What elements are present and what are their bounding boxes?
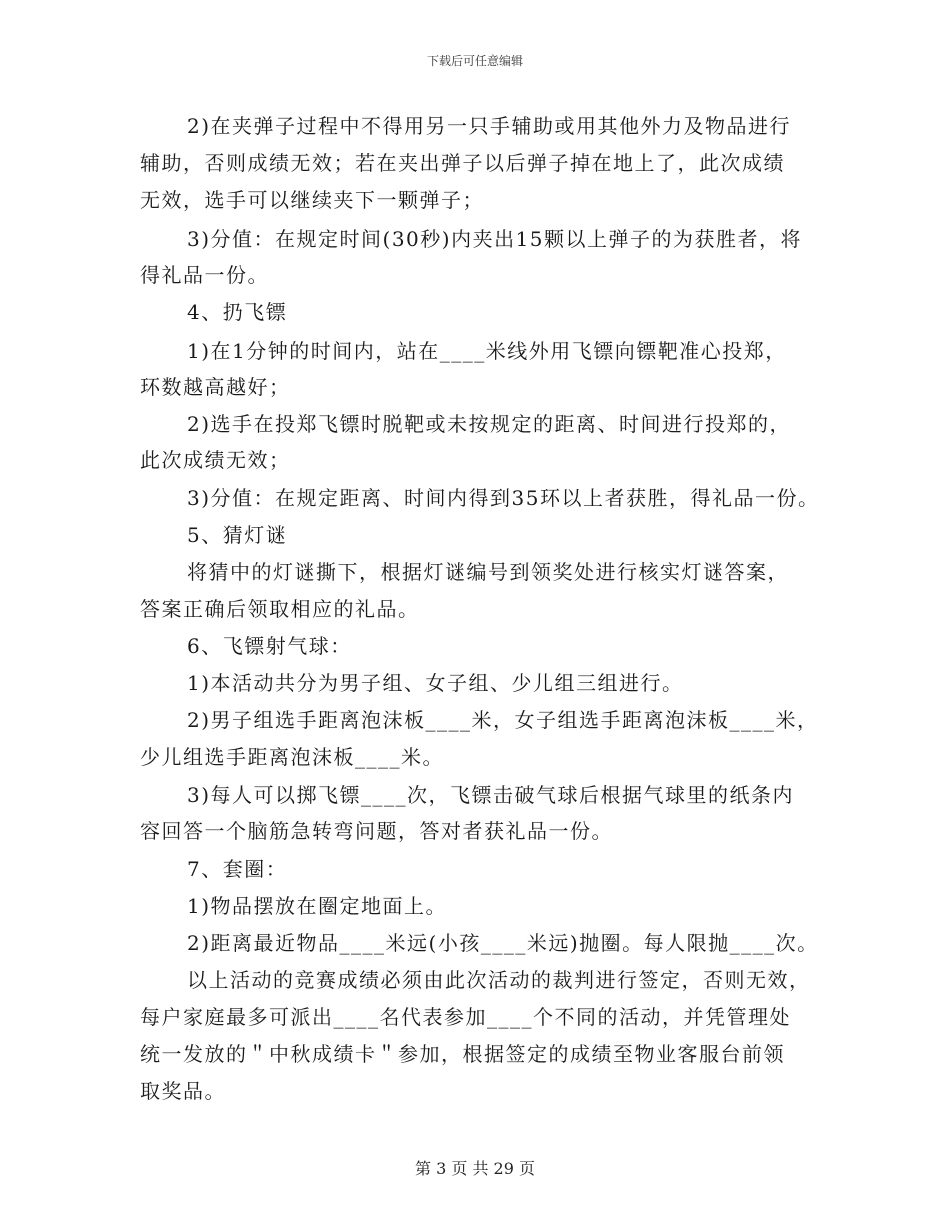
paragraph-line: 2)男子组选手距离泡沫板____米，女子组选手距离泡沫板____米， (187, 708, 819, 732)
paragraph-line: 2)选手在投郑飞镖时脱靶或未按规定的距离、时间进行投郑的， (187, 412, 792, 436)
paragraph-line: 2)在夹弹子过程中不得用另一只手辅助或用其他外力及物品进行 (187, 114, 792, 138)
page-number: 第 3 页 共 29 页 (415, 1159, 535, 1178)
section-heading: 6、飞镖射气球： (187, 634, 352, 658)
paragraph-line: 环数越高越好； (140, 375, 291, 399)
section-heading: 4、扔飞镖 (187, 300, 288, 324)
paragraph-line: 2)距离最近物品____米远(小孩____米远)抛圈。每人限抛____次。 (187, 931, 819, 955)
paragraph-line: 此次成绩无效； (140, 448, 291, 472)
paragraph-line: 无效，选手可以继续夹下一颗弹子； (140, 188, 484, 212)
paragraph-line: 1)在1分钟的时间内，站在____米线外用飞镖向镖靶准心投郑， (187, 339, 787, 363)
paragraph-line: 3)每人可以掷飞镖____次，飞镖击破气球后根据气球里的纸条内 (187, 783, 795, 807)
paragraph-line: 取奖品。 (140, 1079, 226, 1103)
paragraph-line: 3)分值：在规定距离、时间内得到35环以上者获胜，得礼品一份。 (187, 486, 820, 510)
paragraph-line: 辅助，否则成绩无效；若在夹出弹子以后弹子掉在地上了，此次成绩 (140, 151, 785, 175)
paragraph-line: 答案正确后领取相应的礼品。 (140, 597, 420, 621)
paragraph-line: 以上活动的竞赛成绩必须由此次活动的裁判进行签定，否则无效， (187, 968, 811, 992)
paragraph-line: 统一发放的＂中秋成绩卡＂参加，根据签定的成绩至物业客服台前领 (140, 1042, 785, 1066)
paragraph-line: 1)本活动共分为男子组、女子组、少儿组三组进行。 (187, 671, 684, 695)
paragraph-line: 每户家庭最多可派出____名代表参加____个不同的活动，并凭管理处 (140, 1005, 791, 1029)
section-heading: 7、套圈： (187, 857, 288, 881)
paragraph-line: 容回答一个脑筋急转弯问题，答对者获礼品一份。 (140, 819, 613, 843)
paragraph-line: 得礼品一份。 (140, 263, 269, 287)
paragraph-line: 1)物品摆放在圈定地面上。 (187, 894, 448, 918)
page-header: 下载后可任意编辑 (426, 54, 523, 68)
paragraph-line: 3)分值：在规定时间(30秒)内夹出15颗以上弹子的为获胜者，将 (187, 227, 803, 251)
section-heading: 5、猜灯谜 (187, 523, 288, 547)
paragraph-line: 少儿组选手距离泡沫板____米。 (140, 745, 444, 769)
paragraph-line: 将猜中的灯谜撕下，根据灯谜编号到领奖处进行核实灯谜答案， (187, 560, 789, 584)
